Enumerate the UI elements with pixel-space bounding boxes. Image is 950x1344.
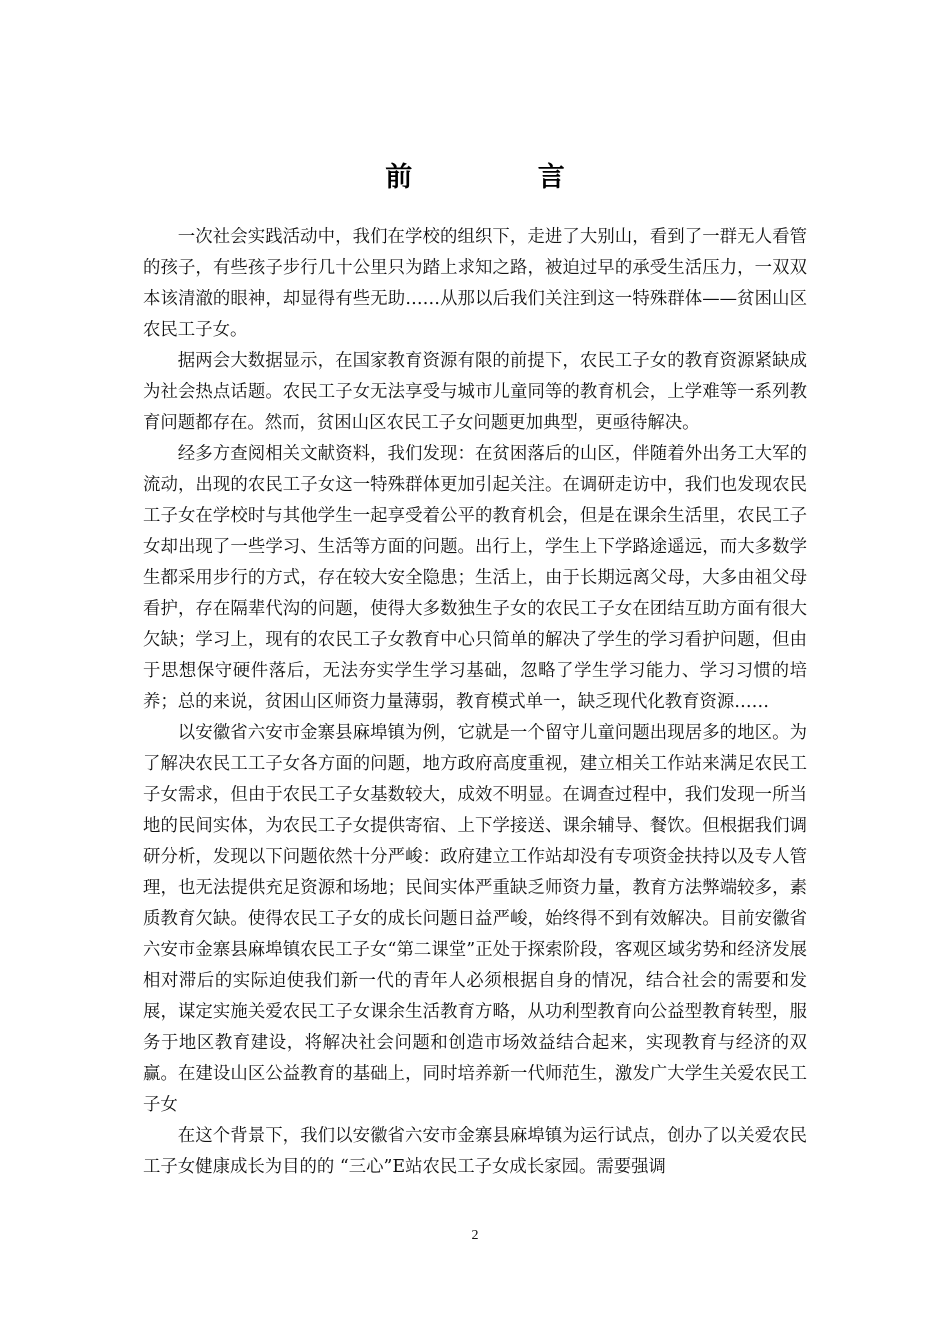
- paragraph: 一次社会实践活动中，我们在学校的组织下，走进了大别山，看到了一群无人看管的孩子，有些孩子步行几十公里只为踏上求知之路，被迫过早的承受生活压力，一双双本该清澈的眼神，却显得有些无助……从那以后我们关注到这一特殊群体——贫困山区农民工子女。: [143, 227, 807, 340]
- page-title: 前 言: [385, 162, 623, 193]
- paragraph: 据两会大数据显示，在国家教育资源有限的前提下，农民工子女的教育资源紧缺成为社会热点话题。农民工子女无法享受与城市儿童同等的教育机会，上学难等一系列教育问题都存在。然而，贫困山区农民工子女问题更加典型，更亟待解决。: [143, 351, 807, 433]
- page-number: 2: [471, 1228, 479, 1243]
- paragraph: 在这个背景下，我们以安徽省六安市金寨县麻埠镇为运行试点，创办了以关爱农民工子女健康成长为目的的 “三心”E站农民工子女成长家园。需要强调: [143, 1126, 807, 1177]
- paragraph: 以安徽省六安市金寨县麻埠镇为例，它就是一个留守儿童问题出现居多的地区。为了解决农民工工子女各方面的问题，地方政府高度重视，建立相关工作站来满足农民工子女需求，但由于农民工子女基数较大，成效不明显。在调查过程中，我们发现一所当地的民间实体，为农民工子女提供寄宿、上下学接送、课余辅导、餐饮。但根据我们调研分析，发现以下问题依然十分严峻：政府建立工作站却没有专项资金扶持以及专人管理，也无法提供充足资源和场地；民间实体严重缺乏师资力量，教育方法弊端较多，素质教育欠缺。使得农民工子女的成长问题日益严峻，始终得不到有效解决。目前安徽省六安市金寨县麻埠镇农民工子女“第二课堂”正处于探索阶段，客观区域劣势和经济发展相对滞后的实际迫使我们新一代的青年人必须根据自身的情况，结合社会的需要和发展，谋定实施关爱农民工子女课余生活教育方略，从功利型教育向公益型教育转型，服务于地区教育建设，将解决社会问题和创造市场效益结合起来，实现教育与经济的双赢。在建设山区公益教育的基础上，同时培养新一代师范生，激发广大学生关爱农民工子女: [143, 723, 807, 1115]
- body-text: [143, 222, 807, 1183]
- paragraph: 经多方查阅相关文献资料，我们发现：在贫困落后的山区，伴随着外出务工大军的流动，出现的农民工子女这一特殊群体更加引起关注。在调研走访中，我们也发现农民工子女在学校时与其他学生一起享受着公平的教育机会，但是在课余生活里，农民工子女却出现了一些学习、生活等方面的问题。出行上，学生上下学路途遥远，而大多数学生都采用步行的方式，存在较大安全隐患；生活上，由于长期远离父母，大多由祖父母看护，存在隔辈代沟的问题，使得大多数独生子女的农民工子女在团结互助方面有很大欠缺；学习上，现有的农民工子女教育中心只简单的解决了学生的学习看护问题，但由于思想保守硬件落后，无法夯实学生学习基础，忽略了学生学习能力、学习习惯的培养；总的来说，贫困山区师资力量薄弱，教育模式单一，缺乏现代化教育资源……: [143, 444, 807, 712]
